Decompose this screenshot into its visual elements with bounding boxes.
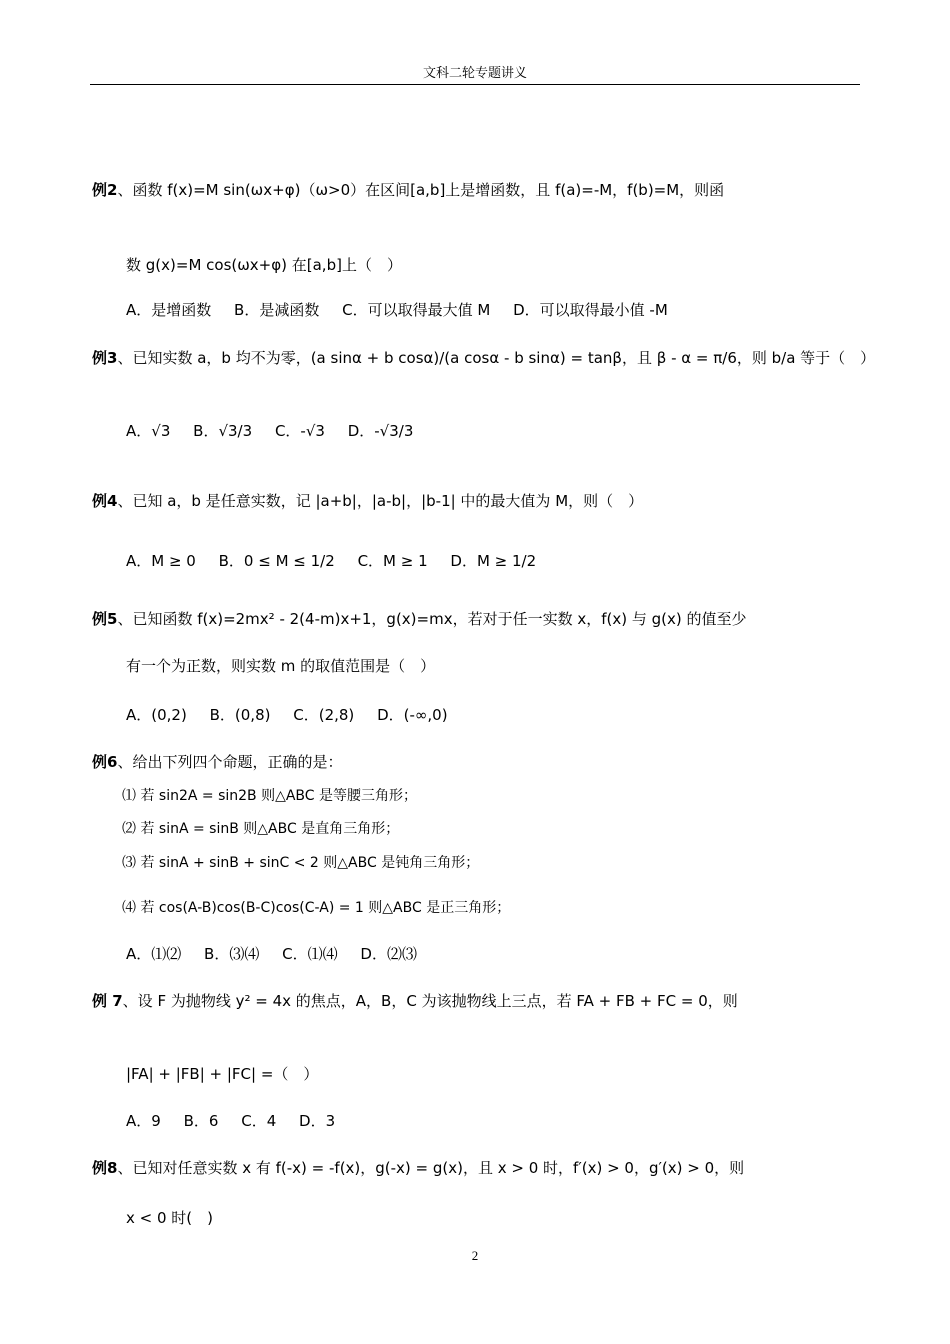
question-3-options [126, 421, 431, 441]
option-c: C．(2,8) [293, 706, 355, 724]
question-7-line-2: |FA| + |FB| + |FC| =（ ） [126, 1065, 319, 1083]
option-a: A．M ≥ 0 [126, 552, 196, 570]
option-c: C．⑴⑷ [282, 945, 338, 963]
question-text: 、给出下列四个命题，正确的是： [117, 753, 343, 771]
header-title: 文科二轮专题讲义 [422, 66, 527, 81]
option-c: C．可以取得最大值 M [342, 301, 491, 319]
question-4-line-1 [92, 491, 643, 511]
header-rule [90, 84, 860, 85]
option-d: D．-√3/3 [347, 422, 414, 440]
option-d: D．⑵⑶ [360, 945, 417, 963]
option-c: C．M ≥ 1 [357, 552, 428, 570]
option-d: D．(-∞,0) [377, 706, 448, 724]
question-label: 例4 [92, 492, 118, 510]
option-d: D．M ≥ 1/2 [450, 552, 537, 570]
proposition-4: ⑷ 若 cos(A-B)cos(B-C)cos(C-A) = 1 则△ABC 是正三角形； [122, 900, 511, 916]
option-b: B．0 ≤ M ≤ 1/2 [218, 552, 335, 570]
question-2-line-2: 数 g(x)=M cos(ωx+φ) 在[a,b]上（ ） [126, 256, 402, 274]
question-8-line-1 [92, 1158, 744, 1178]
proposition-3: ⑶ 若 sinA + sinB + sinC < 2 则△ABC 是钝角三角形； [122, 855, 480, 871]
proposition-2: ⑵ 若 sinA = sinB 则△ABC 是直角三角形； [122, 821, 400, 837]
option-a: A．9 [126, 1112, 161, 1130]
question-7-options [126, 1111, 353, 1131]
question-6-line-1 [92, 752, 342, 772]
question-label: 例2 [92, 181, 118, 199]
question-2-line-1 [92, 180, 724, 200]
question-label: 例8 [92, 1159, 118, 1177]
option-b: B．是减函数 [234, 301, 320, 319]
question-text: 、已知函数 f(x)=2mx² - 2(4-m)x+1，g(x)=mx，若对于任一实数 x，f(x) 与 g(x) 的值至少 [117, 610, 747, 628]
question-text: 、已知 a，b 是任意实数，记 |a+b|，|a-b|，|b-1| 中的最大值为 M，则（ ） [117, 492, 644, 510]
question-text: 、设 F 为抛物线 y² = 4x 的焦点，A，B，C 为该抛物线上三点，若 FA + FB + FC = 0，则 [122, 992, 738, 1010]
option-a: A．(0,2) [126, 706, 187, 724]
option-a: A．√3 [126, 422, 171, 440]
question-label: 例6 [92, 753, 118, 771]
page-number: 2 [471, 1248, 479, 1263]
option-b: B．√3/3 [193, 422, 253, 440]
option-d: D．可以取得最小值 -M [513, 301, 668, 319]
question-8-line-2: x < 0 时( ) [126, 1209, 213, 1227]
question-label: 例3 [92, 349, 118, 367]
option-b: B．⑶⑷ [204, 945, 260, 963]
question-5-line-1 [92, 609, 747, 629]
question-text: 、函数 f(x)=M sin(ωx+φ)（ω>0）在区间[a,b]上是增函数，且 f(a)=-M，f(b)=M，则函 [117, 181, 725, 199]
option-a: A．是增函数 [126, 301, 212, 319]
proposition-1: ⑴ 若 sin2A = sin2B 则△ABC 是等腰三角形； [122, 788, 418, 804]
question-4-options [126, 551, 554, 571]
option-b: B．(0,8) [209, 706, 271, 724]
question-text: 、已知实数 a，b 均不为零，(a sinα + b cosα)/(a cosα - b sinα) = tanβ，且 β - α = π/6，则 b/a 等于（ ） [117, 349, 876, 367]
question-2-options [126, 300, 686, 320]
option-c: C．-√3 [274, 422, 325, 440]
question-text: 、已知对任意实数 x 有 f(-x) = -f(x)，g(-x) = g(x)，且 x > 0 时，f′(x) > 0，g′(x) > 0，则 [117, 1159, 745, 1177]
option-a: A．⑴⑵ [126, 945, 182, 963]
question-7-line-1 [92, 991, 738, 1011]
question-6-options [126, 944, 435, 964]
question-5-line-2: 有一个为正数，则实数 m 的取值范围是（ ） [126, 657, 436, 675]
question-3-line-1 [92, 348, 875, 368]
option-c: C．4 [241, 1112, 277, 1130]
question-label: 例5 [92, 610, 118, 628]
option-d: D．3 [299, 1112, 336, 1130]
question-label: 例 7 [92, 992, 123, 1010]
option-b: B．6 [183, 1112, 219, 1130]
question-5-options [126, 705, 466, 725]
